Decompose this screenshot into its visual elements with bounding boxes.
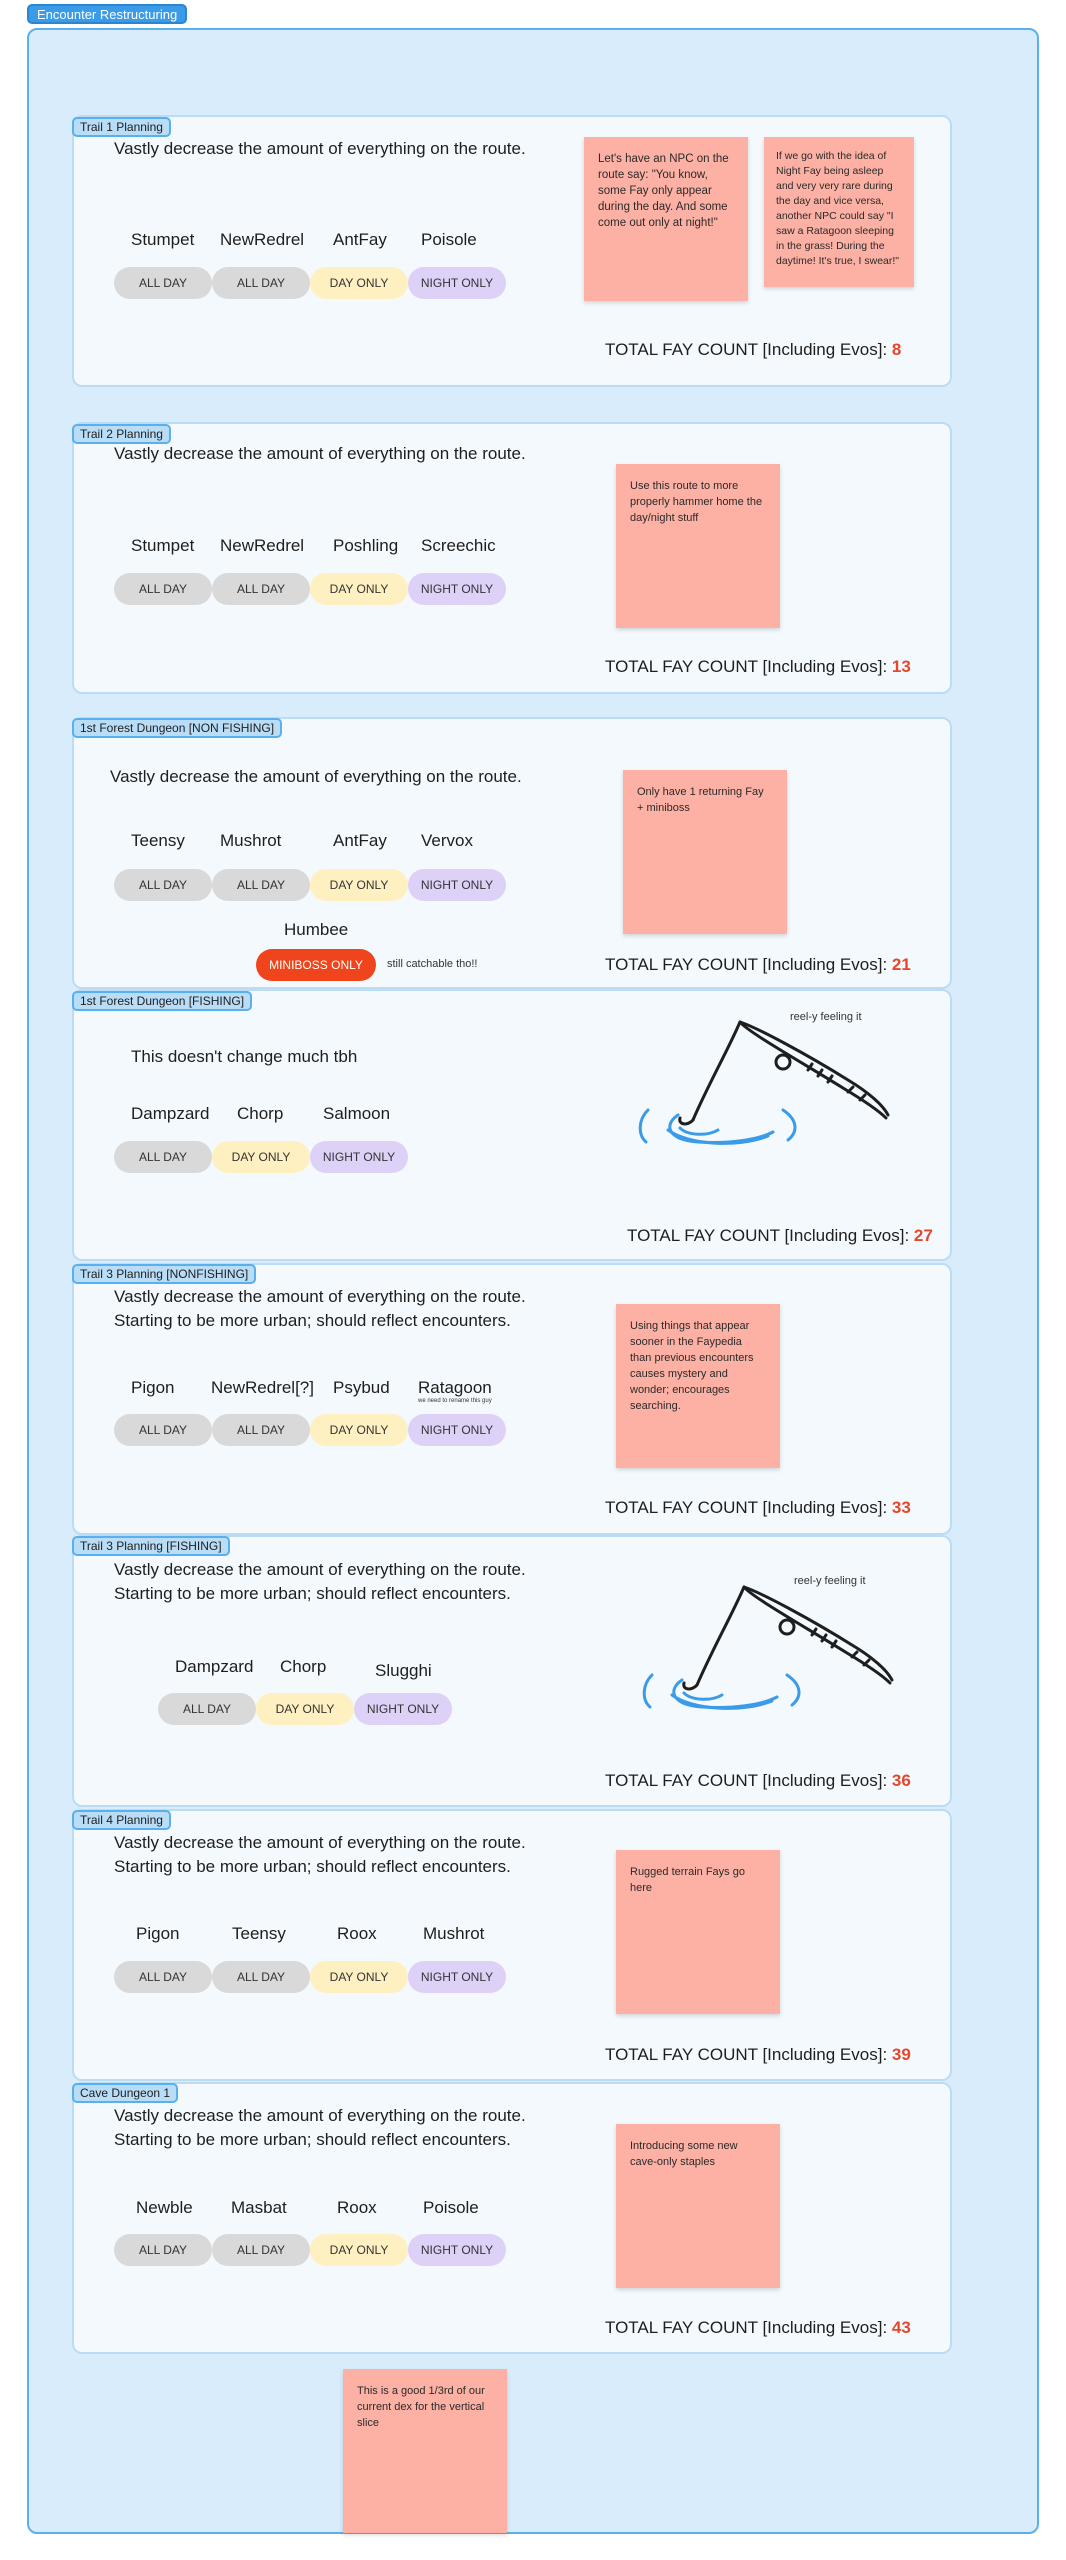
- encounter-time-pill: NIGHT ONLY: [408, 573, 506, 605]
- route-description: Starting to be more urban; should reflect encounters.: [114, 1857, 511, 1876]
- total-number: 36: [891, 1771, 911, 1790]
- fay-name: Roox: [337, 2198, 377, 2217]
- section-label[interactable]: Cave Dungeon 1: [72, 2083, 178, 2103]
- miniboss-note: still catchable tho!!: [387, 958, 478, 970]
- fay-name: Psybud: [333, 1378, 390, 1397]
- fay-name: Pigon: [136, 1924, 180, 1943]
- encounter-time-pill: ALL DAY: [212, 1961, 310, 1993]
- total-number: 21: [891, 955, 911, 974]
- fay-name: Teensy: [131, 831, 185, 850]
- route-description: Vastly decrease the amount of everything on the route.: [114, 444, 526, 463]
- total-fay-count: [605, 2045, 911, 2065]
- total-number: 33: [891, 1498, 911, 1517]
- encounter-time-pill: ALL DAY: [114, 1414, 212, 1446]
- route-description: Vastly decrease the amount of everything on the route.: [114, 2106, 526, 2125]
- total-fay-count: [605, 1498, 911, 1518]
- encounter-time-pill: ALL DAY: [114, 267, 212, 299]
- encounter-time-pill: ALL DAY: [114, 1961, 212, 1993]
- encounter-time-pill: DAY ONLY: [212, 1141, 310, 1173]
- fay-name: Chorp: [237, 1104, 284, 1123]
- route-description: Vastly decrease the amount of everything on the route.: [114, 1833, 526, 1852]
- encounter-time-pill: NIGHT ONLY: [354, 1693, 452, 1725]
- total-label: TOTAL FAY COUNT [Including Evos]:: [605, 340, 892, 359]
- route-description: Starting to be more urban; should reflect encounters.: [114, 1311, 511, 1330]
- fay-name: AntFay: [333, 831, 387, 850]
- route-description: Vastly decrease the amount of everything on the route.: [114, 1560, 526, 1579]
- section-label[interactable]: Trail 4 Planning: [72, 1810, 171, 1830]
- encounter-time-pill: NIGHT ONLY: [408, 869, 506, 901]
- total-fay-count: [605, 1771, 911, 1791]
- total-fay-count: [605, 657, 911, 677]
- sketch-caption: reel-y feeling it: [790, 1011, 862, 1023]
- fay-name: Masbat: [231, 2198, 287, 2217]
- miniboss-name: Humbee: [284, 920, 349, 939]
- encounter-time-pill: ALL DAY: [212, 573, 310, 605]
- fay-name: Vervox: [421, 831, 473, 850]
- encounter-time-pill: DAY ONLY: [310, 2234, 408, 2266]
- route-description: Starting to be more urban; should reflect encounters.: [114, 1584, 511, 1603]
- fay-name: Slugghi: [375, 1661, 432, 1680]
- section-label[interactable]: Trail 1 Planning: [72, 117, 171, 137]
- fay-name: Dampzard: [175, 1657, 254, 1676]
- encounter-time-pill: ALL DAY: [114, 1141, 212, 1173]
- total-fay-count: [605, 340, 901, 360]
- sticky-note[interactable]: If we go with the idea of Night Fay being asleep and very very rare during the day and vice versa, another NPC could say "I saw a Ratagoon sleeping in the grass! During the daytime! It's true, I swear!": [764, 137, 914, 287]
- fay-name: NewRedrel[?]: [211, 1378, 314, 1397]
- route-description: This doesn't change much tbh: [131, 1047, 358, 1066]
- encounter-time-pill: ALL DAY: [212, 1414, 310, 1446]
- encounter-time-pill: NIGHT ONLY: [408, 2234, 506, 2266]
- total-number: 8: [891, 340, 902, 359]
- board-title[interactable]: Encounter Restructuring: [27, 4, 187, 24]
- total-label: TOTAL FAY COUNT [Including Evos]:: [605, 2318, 892, 2337]
- sticky-note[interactable]: Rugged terrain Fays go here: [616, 1850, 780, 2014]
- fay-name: Stumpet: [131, 536, 195, 555]
- fay-name: Dampzard: [131, 1104, 210, 1123]
- sticky-note[interactable]: Use this route to more properly hammer home the day/night stuff: [616, 464, 780, 628]
- encounter-time-pill: DAY ONLY: [310, 1414, 408, 1446]
- fay-name: Roox: [337, 1924, 377, 1943]
- encounter-time-pill: NIGHT ONLY: [408, 1414, 506, 1446]
- total-label: TOTAL FAY COUNT [Including Evos]:: [605, 955, 892, 974]
- encounter-time-pill: ALL DAY: [158, 1693, 256, 1725]
- fay-name: Mushrot: [220, 831, 282, 850]
- section-forest-dungeon-non-fishing: [72, 717, 952, 989]
- fay-name: Ratagoon: [418, 1378, 492, 1397]
- sticky-note[interactable]: Only have 1 returning Fay + miniboss: [623, 770, 787, 934]
- total-fay-count: [605, 955, 911, 975]
- fay-name: AntFay: [333, 230, 387, 249]
- total-label: TOTAL FAY COUNT [Including Evos]:: [605, 657, 892, 676]
- route-description: Vastly decrease the amount of everything on the route.: [110, 767, 522, 786]
- fay-name: NewRedrel: [220, 536, 305, 555]
- route-description: Vastly decrease the amount of everything on the route.: [114, 1287, 526, 1306]
- encounter-time-pill: DAY ONLY: [310, 267, 408, 299]
- encounter-time-pill: NIGHT ONLY: [408, 1961, 506, 1993]
- total-number: 13: [891, 657, 911, 676]
- encounter-time-pill: ALL DAY: [114, 573, 212, 605]
- sticky-note-footer[interactable]: This is a good 1/3rd of our current dex for the vertical slice: [343, 2369, 507, 2533]
- miniboss-pill: MINIBOSS ONLY: [256, 949, 376, 981]
- route-description: Vastly decrease the amount of everything on the route.: [114, 139, 526, 158]
- fay-name: Mushrot: [423, 1924, 485, 1943]
- section-label[interactable]: Trail 3 Planning [FISHING]: [72, 1536, 230, 1556]
- rename-note: we need to rename this guy: [418, 1398, 492, 1404]
- fay-name: Poisole: [423, 2198, 479, 2217]
- encounter-time-pill: ALL DAY: [212, 2234, 310, 2266]
- total-number: 39: [891, 2045, 911, 2064]
- encounter-time-pill: DAY ONLY: [310, 573, 408, 605]
- total-number: 43: [891, 2318, 911, 2337]
- sticky-note[interactable]: Let's have an NPC on the route say: "You know, some Fay only appear during the day. And some come out only at night!": [584, 137, 748, 301]
- section-label[interactable]: 1st Forest Dungeon [FISHING]: [72, 991, 252, 1011]
- encounter-time-pill: ALL DAY: [212, 267, 310, 299]
- fay-name: Poshling: [333, 536, 399, 555]
- section-label[interactable]: 1st Forest Dungeon [NON FISHING]: [72, 718, 282, 738]
- fishing-rod-sketch: [608, 1010, 908, 1160]
- encounter-time-pill: DAY ONLY: [256, 1693, 354, 1725]
- fishing-rod-sketch: [612, 1575, 912, 1725]
- section-label[interactable]: Trail 2 Planning: [72, 424, 171, 444]
- sketch-caption: reel-y feeling it: [794, 1575, 866, 1587]
- fay-name: NewRedrel: [220, 230, 305, 249]
- fay-name: Teensy: [232, 1924, 286, 1943]
- total-fay-count: [605, 2318, 911, 2338]
- encounter-time-pill: NIGHT ONLY: [408, 267, 506, 299]
- fay-name: Pigon: [131, 1378, 175, 1397]
- total-label: TOTAL FAY COUNT [Including Evos]:: [605, 1498, 892, 1517]
- route-description: Starting to be more urban; should reflect encounters.: [114, 2130, 511, 2149]
- encounter-time-pill: ALL DAY: [114, 869, 212, 901]
- total-fay-count: [627, 1226, 933, 1246]
- encounter-time-pill: NIGHT ONLY: [310, 1141, 408, 1173]
- encounter-time-pill: ALL DAY: [212, 869, 310, 901]
- total-label: TOTAL FAY COUNT [Including Evos]:: [627, 1226, 914, 1245]
- fay-name: Screechic: [421, 536, 496, 555]
- fay-name: Poisole: [421, 230, 477, 249]
- encounter-time-pill: DAY ONLY: [310, 869, 408, 901]
- total-number: 27: [913, 1226, 933, 1245]
- sticky-note[interactable]: Introducing some new cave-only staples: [616, 2124, 780, 2288]
- total-label: TOTAL FAY COUNT [Including Evos]:: [605, 1771, 892, 1790]
- fay-name: Stumpet: [131, 230, 195, 249]
- encounter-time-pill: ALL DAY: [114, 2234, 212, 2266]
- sticky-note[interactable]: Using things that appear sooner in the Faypedia than previous encounters causes mystery and wonder; encourages searching.: [616, 1304, 780, 1468]
- total-label: TOTAL FAY COUNT [Including Evos]:: [605, 2045, 892, 2064]
- encounter-time-pill: DAY ONLY: [310, 1961, 408, 1993]
- fay-name: Newble: [136, 2198, 193, 2217]
- section-label[interactable]: Trail 3 Planning [NONFISHING]: [72, 1264, 256, 1284]
- fay-name: Chorp: [280, 1657, 327, 1676]
- fay-name: Salmoon: [323, 1104, 391, 1123]
